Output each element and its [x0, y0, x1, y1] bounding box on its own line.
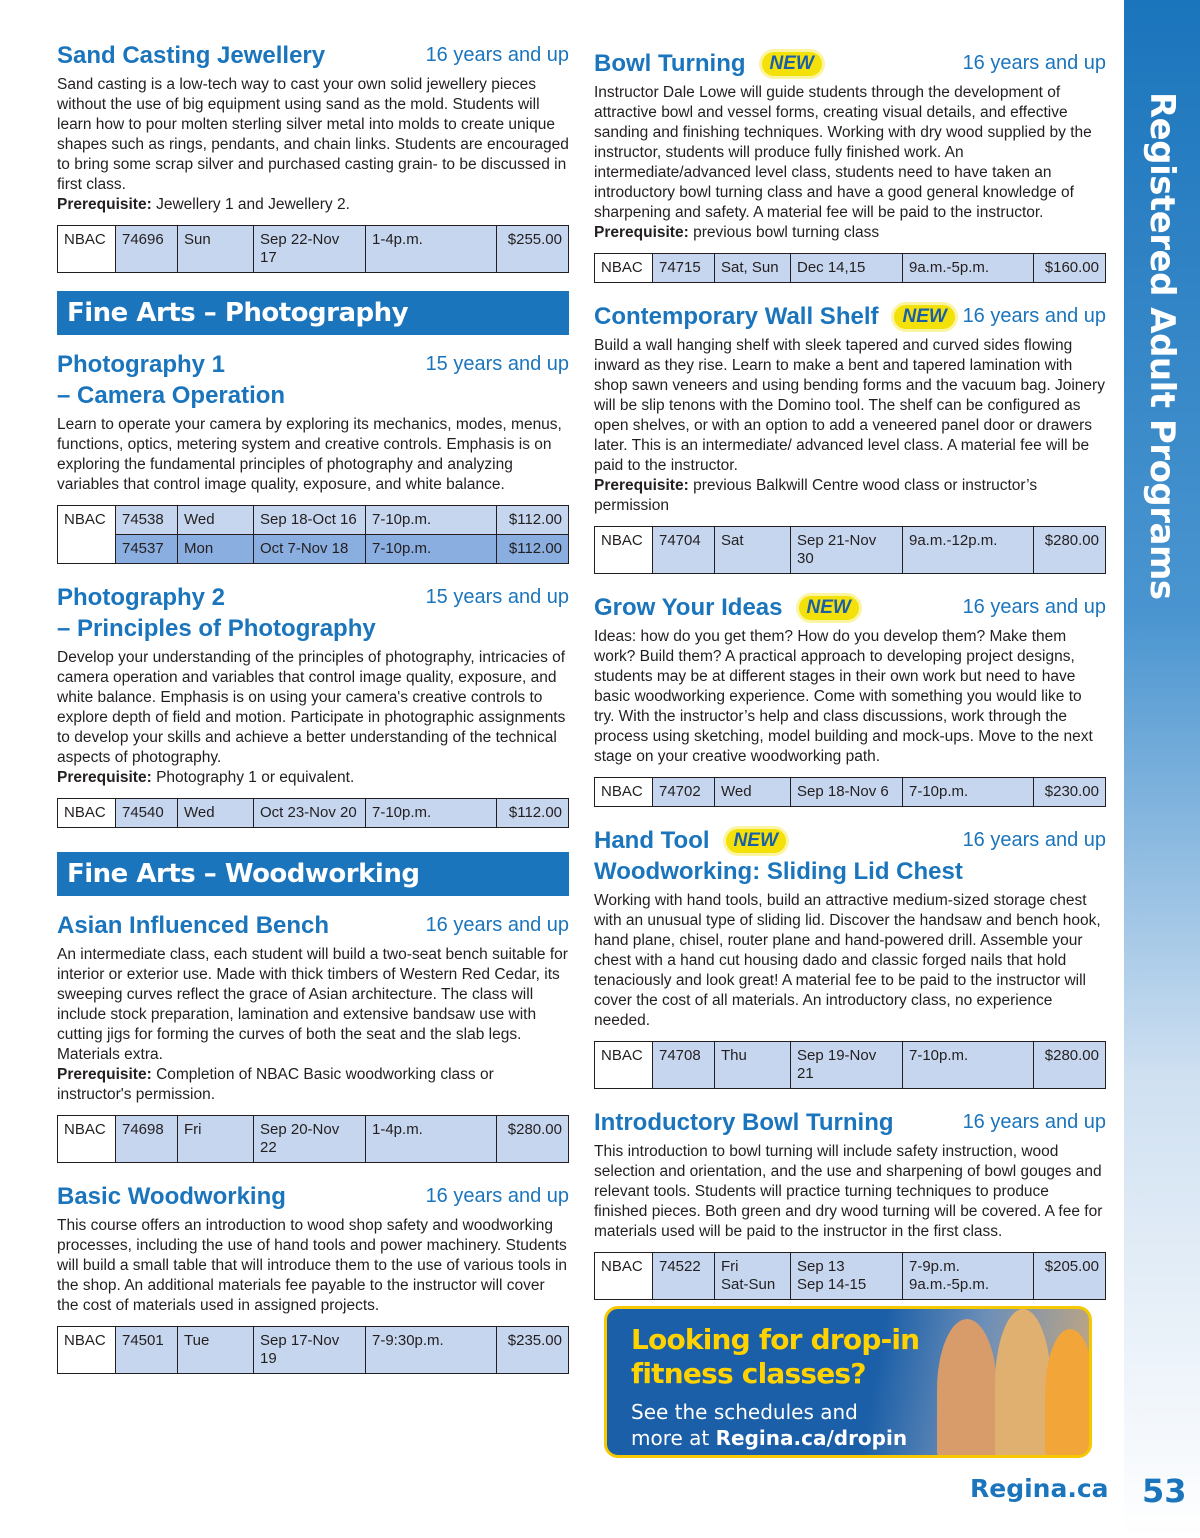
course-description: Learn to operate your camera by exploring its mechanics, modes, menus, functions, optics, metering system and creative controls. Emphasis is on exploring the fundamental principles of photography and analyzing variables that control image quality, exposure, and white balance.: [57, 416, 562, 493]
age-range: 16 years and up: [425, 914, 569, 936]
table-row[interactable]: NBAC 74540 Wed Oct 23-Nov 20 7-10p.m. $112.00: [58, 799, 569, 828]
course-subtitle: – Principles of Photography: [57, 615, 376, 642]
age-range: 15 years and up: [425, 586, 569, 608]
course-description: Develop your understanding of the principles of photography, intricacies of camera operation and variables that control image quality, exposure, and white balance. Emphasis is on using your camera's creative controls to explore depth of field and motion. Participate in photographic assignments to develop your skills and achieve a better understanding of the technical aspects of photography. Prerequisite: Photography 1 or equivalent.: [57, 649, 566, 786]
schedule-table: [57, 798, 569, 828]
course-description: Ideas: how do you get them? How do you develop them? Make them work? Build them? A practical approach to developing project designs, students may be at different stages in their own work but need to have basic woodworking experience. Come with something you would like to try. With the instructor’s help and class discussions, work through the process using sketching, model building and mock-ups. Move to the next stage on your creative woodworking path.: [594, 628, 1093, 765]
new-badge: NEW: [726, 829, 786, 853]
course-title: Grow Your Ideas: [594, 594, 783, 621]
age-range: 16 years and up: [425, 44, 569, 66]
page-number: 53: [1142, 1472, 1187, 1510]
table-row[interactable]: NBAC 74522 Fri Sat-Sun Sep 13 Sep 14-15 7-9p.m. 9a.m.-5p.m. $205.00: [595, 1253, 1106, 1300]
fitness-people-image: [937, 1319, 997, 1458]
new-badge: NEW: [762, 52, 822, 76]
course-asian-bench: [57, 910, 569, 1163]
course-title: Bowl Turning: [594, 50, 746, 77]
course-title: Photography 1: [57, 351, 226, 378]
age-range: 15 years and up: [425, 353, 569, 375]
schedule-table: [594, 1041, 1106, 1089]
age-range: 16 years and up: [962, 52, 1106, 74]
course-description: Instructor Dale Lowe will guide students through the development of attractive bowl and vessel forms, creating visual details, and effective sanding and finishing techniques. Working with dry wood supplied by the instructor, students will produce fully finished work. An intermediate/advanced level class, students need to have taken an introductory bowl turning class and have a good general knowledge of sharpening and safety. A material fee will be paid to the instructor. Prerequisite: previous bowl turning class: [594, 84, 1092, 241]
schedule-table: [57, 1115, 569, 1163]
table-row[interactable]: NBAC 74698 Fri Sep 20-Nov 22 1-4p.m. $280.00: [58, 1116, 569, 1163]
footer-website[interactable]: Regina.ca: [970, 1474, 1109, 1503]
table-row[interactable]: NBAC 74702 Wed Sep 18-Nov 6 7-10p.m. $230.00: [595, 778, 1106, 807]
course-title: Asian Influenced Bench: [57, 912, 330, 939]
course-basic-woodworking: [57, 1181, 569, 1374]
course-title: Hand Tool: [594, 827, 710, 854]
schedule-table: [594, 253, 1106, 283]
course-photography-1: [57, 349, 569, 564]
dropin-fitness-ad[interactable]: [604, 1306, 1092, 1458]
age-range: 16 years and up: [962, 596, 1106, 618]
course-description: This introduction to bowl turning will include safety instruction, wood selection and orientation, and the use and sharpening of bowl gouges and relevant tools. Students will practice turning techniques to produce finished pieces. Both green and dry wood turning will be covered. A fee for materials used will be paid to the instructor in the first class.: [594, 1143, 1103, 1240]
course-grow-your-ideas: [594, 592, 1106, 807]
schedule-table: [57, 505, 569, 564]
table-row[interactable]: NBAC 74538 Wed Sep 18-Oct 16 7-10p.m. $112.00: [58, 506, 569, 535]
schedule-table: [594, 1252, 1106, 1300]
table-row[interactable]: NBAC 74708 Thu Sep 19-Nov 21 7-10p.m. $280.00: [595, 1042, 1106, 1089]
course-description: An intermediate class, each student will build a two-seat bench suitable for interior or exterior use. Made with thick timbers of Western Red Cedar, its sweeping curves reflect the grace of Asian architecture. The class will include stock preparation, lamination and extensive bandsaw use with cutting jigs for forming the curves of both the seat and the slab legs. Materials extra. Prerequisite: Completion of NBAC Basic woodworking class or instructor's permission.: [57, 946, 568, 1103]
course-wall-shelf: [594, 301, 1106, 574]
schedule-table: [594, 777, 1106, 807]
age-range: 16 years and up: [962, 829, 1106, 851]
ad-headline: Looking for drop-in fitness classes?: [631, 1323, 920, 1390]
course-sand-casting: [57, 40, 569, 273]
course-description: Sand casting is a low-tech way to cast your own solid jewellery pieces without the use of big equipment using sand as the mold. Students will learn how to pour molten sterling silver metal into molds to create unique shapes such as rings, pendants, and chain links. Students are encouraged to bring some scrap silver and purchased casting grain- to be discussed in first class. Prerequisite: Jewellery 1 and Jewellery 2.: [57, 76, 569, 213]
ad-link[interactable]: Regina.ca/dropin: [715, 1426, 908, 1450]
course-subtitle: – Camera Operation: [57, 382, 286, 409]
course-title: Basic Woodworking: [57, 1183, 286, 1210]
course-title: Photography 2: [57, 584, 226, 611]
course-photography-2: [57, 582, 569, 828]
table-row[interactable]: 74537 Mon Oct 7-Nov 18 7-10p.m. $112.00: [58, 535, 569, 564]
section-header-woodworking: Fine Arts – Woodworking: [57, 852, 569, 896]
table-row[interactable]: NBAC 74501 Tue Sep 17-Nov 19 7-9:30p.m. $235.00: [58, 1327, 569, 1374]
fitness-people-image: [995, 1309, 1051, 1458]
course-intro-bowl-turning: [594, 1107, 1106, 1300]
table-row[interactable]: NBAC 74696 Sun Sep 22-Nov 17 1-4p.m. $255.00: [58, 226, 569, 273]
ad-subtext: See the schedules and more at Regina.ca/dropin: [631, 1400, 908, 1450]
table-row[interactable]: NBAC 74715 Sat, Sun Dec 14,15 9a.m.-5p.m. $160.00: [595, 254, 1106, 283]
new-badge: NEW: [894, 305, 954, 329]
course-subtitle: Woodworking: Sliding Lid Chest: [594, 858, 963, 885]
right-column: [594, 48, 1106, 1318]
schedule-table: [57, 1326, 569, 1374]
course-title: Introductory Bowl Turning: [594, 1109, 894, 1136]
section-header-photography: Fine Arts – Photography: [57, 291, 569, 335]
schedule-table: [594, 526, 1106, 574]
age-range: 16 years and up: [425, 1185, 569, 1207]
table-row[interactable]: NBAC 74704 Sat Sep 21-Nov 30 9a.m.-12p.m. $280.00: [595, 527, 1106, 574]
course-description: Build a wall hanging shelf with sleek tapered and curved sides flowing inward as they rise. Learn to make a bent and tapered lamination with shop sawn veneers and using bending forms and the vacuum bag. Joinery will be slip tenons with the Domino tool. The shelf can be configured as open shelves, or with an option to add a veneered panel door or drawers later. This is an intermediate/ advanced level class. A material fee will be paid to the instructor. Prerequisite: previous Balkwill Centre wood class or instructor’s permission: [594, 337, 1105, 514]
course-description: This course offers an introduction to wood shop safety and woodworking processes, including the use of hand tools and power machinery. Students will build a small table that will introduce them to the use of various tools in the shop. An additional materials fee payable to the instructor will cover the cost of materials used in assigned projects.: [57, 1217, 568, 1314]
age-range: 16 years and up: [962, 1111, 1106, 1133]
schedule-table: [57, 225, 569, 273]
course-hand-tool: [594, 825, 1106, 1089]
course-description: Working with hand tools, build an attractive medium-sized storage chest with an unusual type of sliding lid. Discover the handsaw and bench hook, hand plane, chisel, router plane and hand-powered drill. Assemble your chest with a hand cut housing dado and classic forged nails that hold tenaciously and look great! A material fee to be paid to the instructor will cover the cost of all materials. An introductory class, no experience needed.: [594, 892, 1101, 1029]
side-label: Registered Adult Programs: [1142, 92, 1182, 600]
left-column: [57, 40, 569, 1392]
course-title: Contemporary Wall Shelf: [594, 303, 879, 330]
course-bowl-turning: [594, 48, 1106, 283]
new-badge: NEW: [799, 596, 859, 620]
age-range: 16 years and up: [962, 305, 1106, 327]
fitness-people-image: [1045, 1329, 1092, 1458]
course-title: Sand Casting Jewellery: [57, 42, 326, 69]
